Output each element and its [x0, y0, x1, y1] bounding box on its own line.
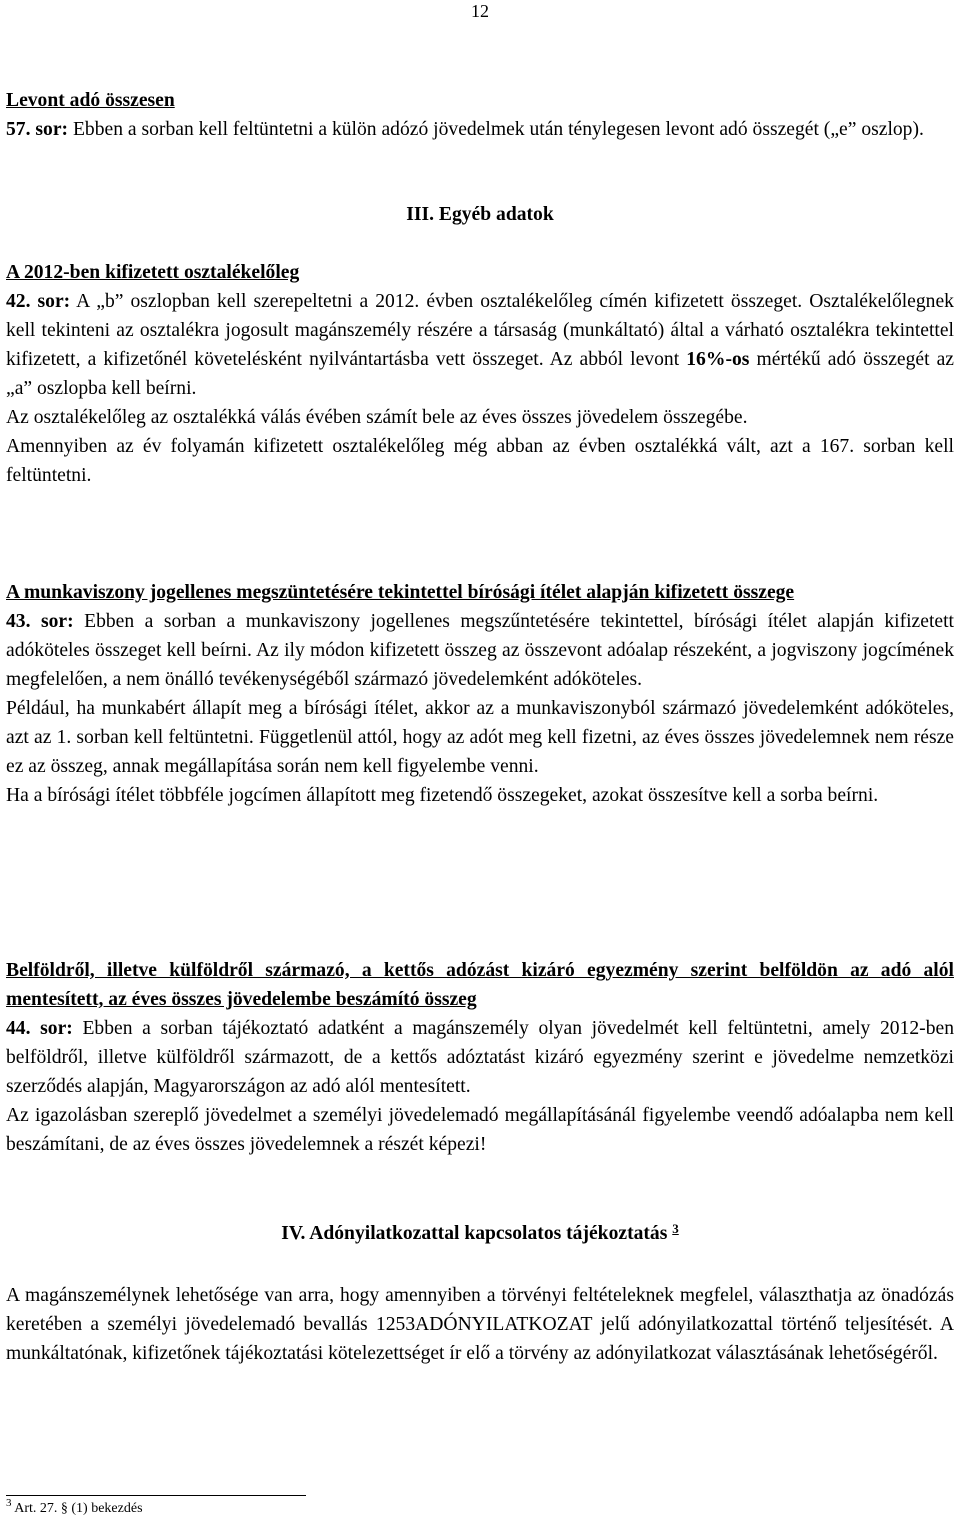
munkaviszony-paragraph-3: Ha a bírósági ítélet többféle jogcímen állapított meg fizetendő összegeket, azokat összesítve kell a sorba beírni.	[6, 785, 879, 806]
row-label: 42. sor:	[6, 291, 71, 312]
paragraph-text: Ebben a sorban kell feltüntetni a külön adózó jövedelmek után ténylegesen levont adó összegét („e” oszlop).	[72, 119, 924, 140]
belfold-paragraph-2: Az igazolásban szereplő jövedelmet a személyi jövedelemadó megállapításánál figyelembe veendő adóalapba nem kell beszámítani, de az éves összes jövedelemnek a részét képezi!	[6, 1105, 954, 1155]
section-4-title-block	[6, 1219, 954, 1248]
paragraph-text: Ebben a sorban a munkaviszony jogellenes megszűntetésére tekintettel, bírósági ítélet alapján kifizetett adóköteles összeget kell beírni. Az ily módon kifizetett összeg az összevont adóalap részeként, a jogviszony jogcímének megfelelően, a nem önálló tevékenységéből származó jövedelemként adóköteles.	[6, 611, 954, 690]
levont-section	[6, 86, 954, 144]
osztalek-paragraph	[6, 287, 954, 403]
levont-paragraph	[6, 115, 954, 144]
osztalek-heading: A 2012-ben kifizetett osztalékelőleg	[6, 262, 300, 283]
footnote-divider	[6, 1495, 306, 1496]
section-3-title-block	[6, 200, 954, 229]
page-number: 12	[471, 1, 489, 21]
paragraph-text: mértékű adó összegét az „a” oszlopba kell beírni.	[6, 349, 955, 399]
section-4-paragraph: A magánszemélynek lehetősége van arra, hogy amennyiben a törvényi feltételeknek megfelel, választhatja az önadózás keretében a személyi jövedelemadó bevallás 1253ADÓNYILATKOZAT jelű adónyilatkozattal történő teljesítését. A munkáltatónak, kifizetőnek tájékoztatási kötelezettséget ír elő a törvény az adónyilatkozat választásának lehetőségéről.	[6, 1285, 954, 1364]
row-label: 57. sor:	[6, 119, 69, 140]
footnote-mark: 3	[6, 1496, 12, 1509]
footnote-text: Art. 27. § (1) bekezdés	[14, 1501, 143, 1516]
footnote	[6, 1496, 143, 1518]
row-label: 44. sor:	[6, 1018, 73, 1039]
osztalek-paragraph-2: Az osztalékelőleg az osztalékká válás évében számít bele az éves összes jövedelem összegébe.	[6, 407, 748, 428]
munkaviszony-heading: A munkaviszony jogellenes megszüntetésére tekintettel bírósági ítélet alapján kifizetett összege	[6, 582, 795, 603]
section-4-body	[6, 1281, 954, 1368]
belfold-heading: Belföldről, illetve külföldről származó, a kettős adózást kizáró egyezmény szerint belföldön az adó alól mentesített, az éves összes jövedelembe beszámító összeg	[6, 960, 954, 1010]
paragraph-text: A „b” oszlopban kell szerepeltetni a 2012. évben osztalékelőleg címén kifizetett összeget. Osztalékelőlegnek kell tekinteni az osztalékra jogosult magánszemély részére a társaság (munkáltató) által a várható osztalékra tekintettel kifizetett, a kifizetőnél követelésként nyilvántartásba vett összeget. Az abból levont	[6, 291, 954, 370]
paragraph-text: Ebben a sorban tájékoztató adatként a magánszemély olyan jövedelmét kell feltüntetni, amely 2012-ben belföldről, illetve külföldről származott, de a kettős adóztatást kizáró egyezmény szerint e jövedelme nemzetközi szerződés alapján, Magyarországon az adó alól mentesített.	[6, 1018, 954, 1097]
belfold-section	[6, 956, 954, 1159]
munkaviszony-paragraph	[6, 607, 954, 694]
munkaviszony-paragraph-2: Például, ha munkabért állapít meg a bírósági ítélet, akkor az a munkaviszonyból származó jövedelemként adóköteles, azt az 1. sorban kell feltüntetni. Függetlenül attól, hogy az adót meg kell fizetni, az éves összes jövedelemnek nem része ez az összeg, annak megállapítása során nem kell figyelembe venni.	[6, 698, 954, 777]
section-4-title-text: IV. Adónyilatkozattal kapcsolatos tájékoztatás	[281, 1223, 668, 1244]
section-4-title	[6, 1219, 954, 1248]
osztalek-section	[6, 258, 954, 490]
section-3-title: III. Egyéb adatok	[406, 204, 554, 225]
footnote-reference[interactable]: 3	[672, 1221, 679, 1237]
munkaviszony-section	[6, 578, 954, 810]
row-label: 43. sor:	[6, 611, 74, 632]
tax-rate: 16%-os	[686, 349, 750, 370]
osztalek-paragraph-3: Amennyiben az év folyamán kifizetett osztalékelőleg még abban az évben osztalékká vált, azt a 167. sorban kell feltüntetni.	[6, 436, 954, 486]
levont-heading: Levont adó összesen	[6, 90, 175, 111]
belfold-paragraph	[6, 1014, 954, 1101]
